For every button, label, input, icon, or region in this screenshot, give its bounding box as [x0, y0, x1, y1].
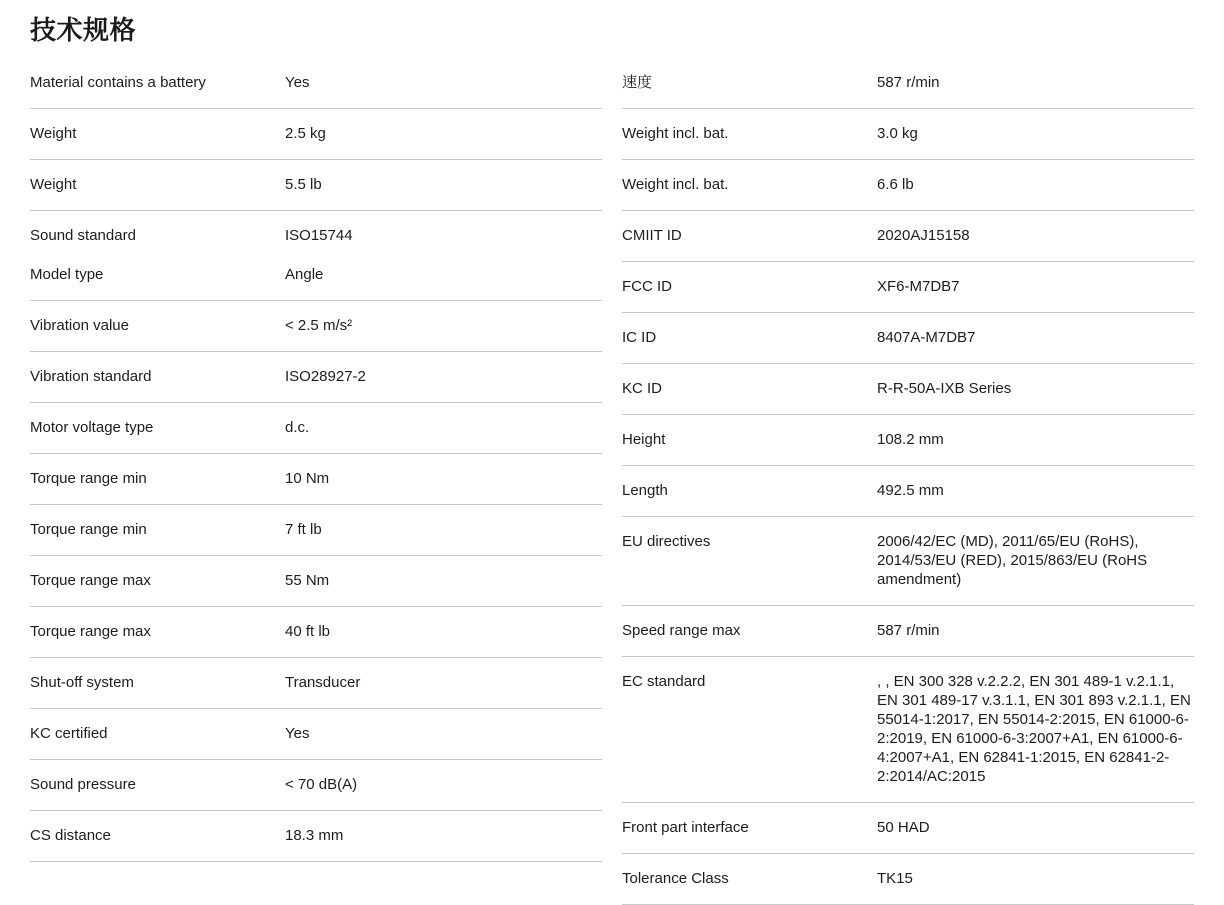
- spec-row: [30, 673, 602, 692]
- spec-row-group: [622, 466, 1194, 517]
- spec-row-group: [622, 415, 1194, 466]
- spec-row-group: [30, 58, 602, 109]
- spec-row: [622, 124, 1194, 143]
- spec-value: Transducer: [285, 674, 361, 691]
- spec-row: [622, 481, 1194, 500]
- spec-row: [622, 379, 1194, 398]
- spec-value: 587 r/min: [877, 74, 940, 91]
- spec-label: Torque range max: [30, 623, 151, 640]
- spec-row-group: [622, 364, 1194, 415]
- spec-row-group: [30, 811, 602, 862]
- spec-label: Weight incl. bat.: [622, 125, 729, 142]
- spec-value: 50 HAD: [877, 819, 930, 836]
- spec-value: , , EN 300 328 v.2.2.2, EN 301 489-1 v.2.1.1, EN 301 489-17 v.3.1.1, EN 301 893 v.2.1.1, EN 55014-1:2017, EN 55014-2:2015, EN 61000-6-2:2019, EN 61000-6-3:2007+A1, EN 61000-6-4:2007+A1, EN 62841-1:2015, EN 62841-2-2:2014/AC:2015: [877, 673, 1191, 785]
- specs-column-left: [30, 58, 602, 862]
- spec-label: Torque range max: [30, 572, 151, 589]
- spec-row-group: [30, 556, 602, 607]
- spec-value: 18.3 mm: [285, 827, 344, 844]
- spec-row-group: [622, 854, 1194, 905]
- spec-row: [30, 265, 602, 284]
- spec-value: 108.2 mm: [877, 431, 944, 448]
- spec-row: [30, 175, 602, 194]
- spec-label: Tolerance Class: [622, 870, 729, 887]
- spec-row: [30, 226, 602, 245]
- spec-label: KC certified: [30, 725, 108, 742]
- spec-row-group: [30, 454, 602, 505]
- spec-label: EU directives: [622, 533, 711, 550]
- spec-label: IC ID: [622, 329, 657, 346]
- spec-row: [30, 367, 602, 386]
- spec-row: [30, 124, 602, 143]
- spec-value: 6.6 lb: [877, 176, 914, 193]
- spec-label: Weight: [30, 125, 77, 142]
- spec-value: Angle: [285, 266, 324, 283]
- spec-row: [30, 571, 602, 590]
- spec-value: Yes: [285, 74, 310, 91]
- spec-row-group: [30, 160, 602, 211]
- spec-label: EC standard: [622, 673, 706, 690]
- spec-value: 2.5 kg: [285, 125, 326, 142]
- spec-row-group: [622, 160, 1194, 211]
- spec-row: [30, 73, 602, 92]
- specs-column-right: [622, 58, 1194, 905]
- spec-row-group: [30, 607, 602, 658]
- spec-value: 7 ft lb: [285, 521, 322, 538]
- spec-row: [622, 672, 1194, 786]
- spec-label: Motor voltage type: [30, 419, 154, 436]
- spec-row-group: [622, 109, 1194, 160]
- spec-row: [30, 520, 602, 539]
- spec-value: 40 ft lb: [285, 623, 331, 640]
- spec-row: [30, 469, 602, 488]
- spec-row: [30, 826, 602, 845]
- spec-row: [622, 328, 1194, 347]
- spec-value: ISO28927-2: [285, 368, 366, 385]
- spec-row-group: [30, 109, 602, 160]
- spec-value: < 2.5 m/s²: [285, 317, 353, 334]
- spec-label: Length: [622, 482, 668, 499]
- spec-row-group: [622, 517, 1194, 606]
- spec-label: Torque range min: [30, 521, 147, 538]
- spec-value: 8407A-M7DB7: [877, 329, 976, 346]
- spec-row: [622, 818, 1194, 837]
- spec-row: [30, 418, 602, 437]
- spec-label: Sound pressure: [30, 776, 136, 793]
- spec-value: < 70 dB(A): [285, 776, 358, 793]
- spec-label: Material contains a battery: [30, 74, 206, 91]
- spec-value: 492.5 mm: [877, 482, 944, 499]
- spec-label: Vibration standard: [30, 368, 152, 385]
- spec-row-group: [30, 301, 602, 352]
- spec-row-group: [622, 58, 1194, 109]
- spec-label: Shut-off system: [30, 674, 134, 691]
- spec-value: XF6-M7DB7: [877, 278, 960, 295]
- spec-value: R-R-50A-IXB Series: [877, 380, 1012, 397]
- spec-label: CMIIT ID: [622, 227, 682, 244]
- spec-label: Torque range min: [30, 470, 147, 487]
- spec-row-group: [622, 262, 1194, 313]
- spec-label: Model type: [30, 266, 104, 283]
- spec-label: Weight: [30, 176, 77, 193]
- spec-row-group: [30, 211, 602, 301]
- spec-label: Height: [622, 431, 666, 448]
- spec-value: TK15: [877, 870, 913, 887]
- spec-row-group: [622, 606, 1194, 657]
- spec-row: [622, 175, 1194, 194]
- spec-label: Sound standard: [30, 227, 136, 244]
- spec-value: 3.0 kg: [877, 125, 918, 142]
- spec-value: 587 r/min: [877, 622, 940, 639]
- spec-row-group: [30, 352, 602, 403]
- spec-row: [622, 277, 1194, 296]
- spec-value: 5.5 lb: [285, 176, 322, 193]
- spec-value: 55 Nm: [285, 572, 330, 589]
- spec-row: [30, 775, 602, 794]
- spec-row-group: [30, 658, 602, 709]
- spec-label: Weight incl. bat.: [622, 176, 729, 193]
- spec-value: Yes: [285, 725, 310, 742]
- spec-row-group: [30, 505, 602, 556]
- spec-row: [622, 73, 1194, 92]
- spec-row: [30, 724, 602, 743]
- spec-row-group: [30, 403, 602, 454]
- spec-row: [622, 532, 1194, 589]
- spec-label: Front part interface: [622, 819, 749, 836]
- spec-row-group: [30, 709, 602, 760]
- spec-row-group: [622, 211, 1194, 262]
- spec-row: [622, 226, 1194, 245]
- spec-label: CS distance: [30, 827, 111, 844]
- spec-row: [30, 316, 602, 335]
- spec-row-group: [622, 313, 1194, 364]
- spec-row: [622, 869, 1194, 888]
- spec-row-group: [622, 803, 1194, 854]
- spec-row: [622, 430, 1194, 449]
- spec-row: [622, 621, 1194, 640]
- spec-row-group: [622, 657, 1194, 803]
- spec-value: 2006/42/EC (MD), 2011/65/EU (RoHS), 2014/53/EU (RED), 2015/863/EU (RoHS amendment): [877, 533, 1148, 588]
- specs-columns: [30, 58, 1194, 905]
- spec-row: [30, 622, 602, 641]
- spec-label: Speed range max: [622, 622, 741, 639]
- spec-label: KC ID: [622, 380, 663, 397]
- spec-value: 10 Nm: [285, 470, 330, 487]
- spec-label: Vibration value: [30, 317, 129, 334]
- spec-value: 2020AJ15158: [877, 227, 970, 244]
- section-title: 技术规格: [30, 15, 137, 45]
- spec-row-group: [30, 760, 602, 811]
- spec-label: 速度: [622, 74, 653, 91]
- spec-value: d.c.: [285, 419, 310, 436]
- spec-label: FCC ID: [622, 278, 672, 295]
- spec-value: ISO15744: [285, 227, 353, 244]
